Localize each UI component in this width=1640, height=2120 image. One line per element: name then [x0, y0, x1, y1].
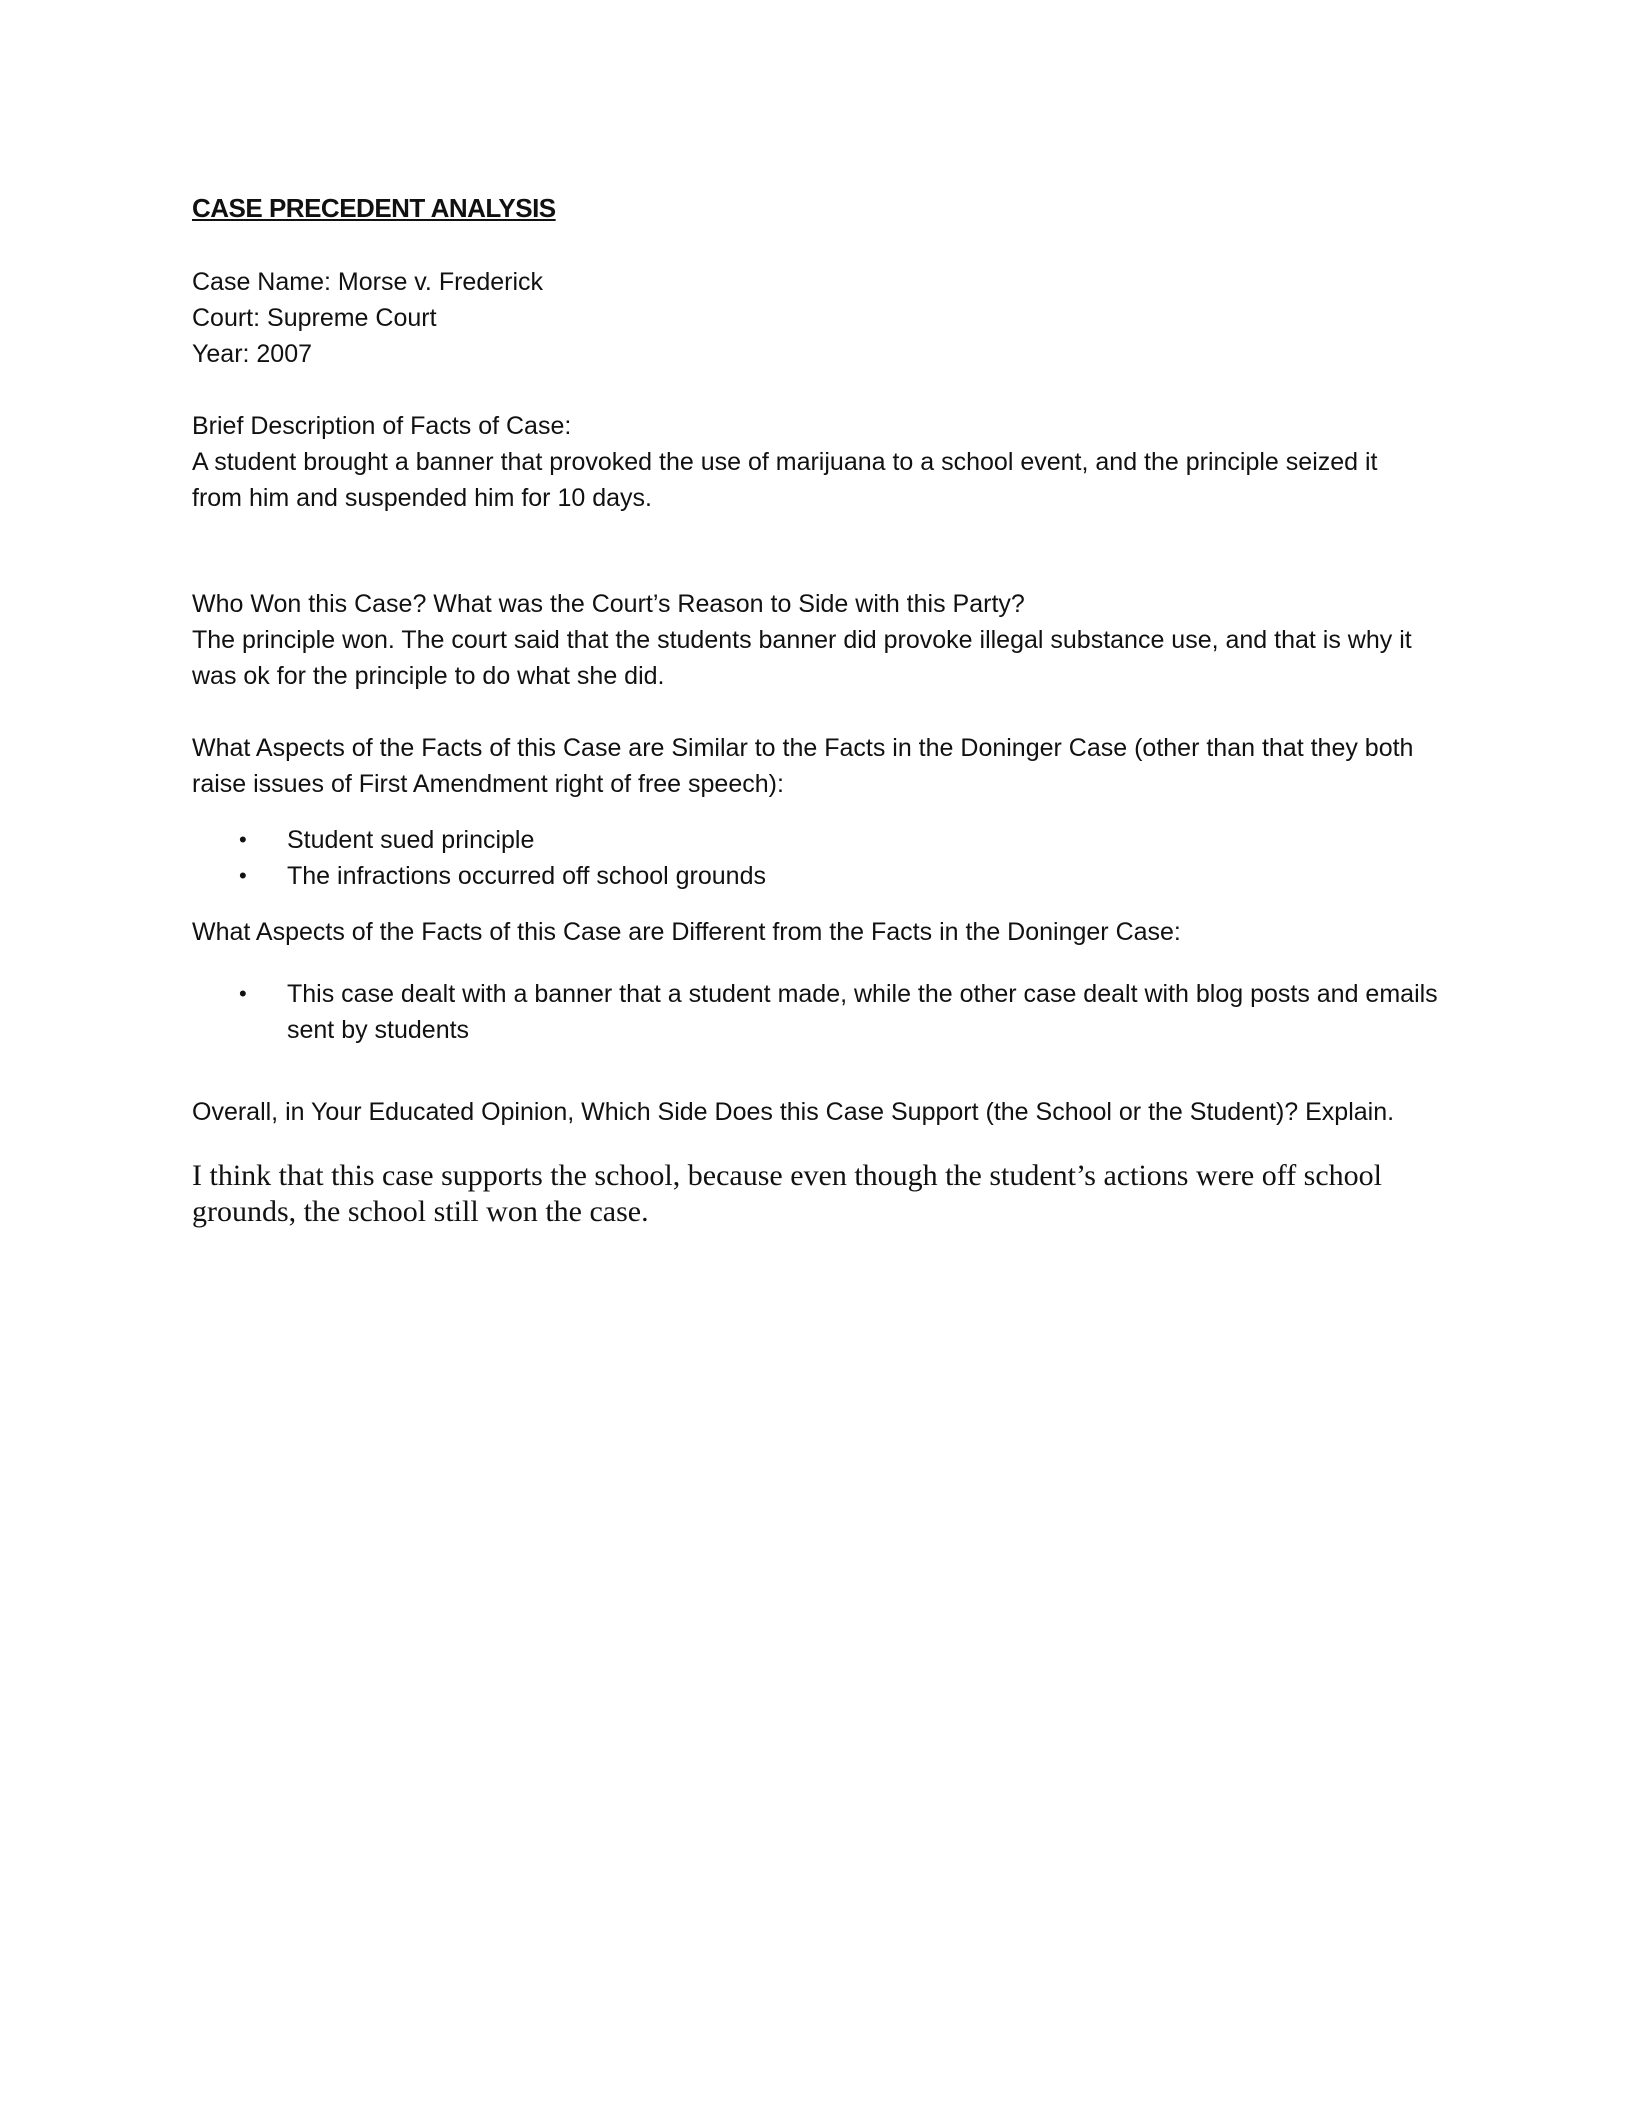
different-heading: What Aspects of the Facts of this Case are Different from the Facts in the Doninger Case:	[192, 918, 1181, 946]
who-won-text: The principle won. The court said that the students banner did provoke illegal substance use, and that is why it was ok for the principle to do what she did.	[192, 626, 1412, 690]
similar-heading: What Aspects of the Facts of this Case are Similar to the Facts in the Doninger Case (other than that they both raise issues of First Amendment right of free speech):	[192, 734, 1414, 798]
case-name: Case Name: Morse v. Frederick	[192, 268, 544, 296]
similar-list	[192, 822, 1462, 894]
list-item	[239, 858, 1462, 894]
document-title: CASE PRECEDENT ANALYSIS	[192, 193, 556, 223]
list-item-text: This case dealt with a banner that a student made, while the other case dealt with blog posts and emails sent by students	[287, 980, 1438, 1044]
who-won-heading: Who Won this Case? What was the Court’s Reason to Side with this Party?	[192, 590, 1025, 618]
different-list	[192, 976, 1462, 1048]
bullet-icon: •	[239, 863, 247, 888]
list-item	[239, 822, 1462, 858]
year: Year: 2007	[192, 340, 313, 368]
list-item-text: Student sued principle	[287, 826, 535, 854]
bullet-icon: •	[239, 827, 247, 852]
list-item-text: The infractions occurred off school grounds	[287, 862, 766, 890]
opinion-heading: Overall, in Your Educated Opinion, Which Side Does this Case Support (the School or the Student)? Explain.	[192, 1098, 1395, 1126]
list-item	[239, 976, 1462, 1048]
court: Court: Supreme Court	[192, 304, 437, 332]
facts-heading: Brief Description of Facts of Case:	[192, 412, 572, 440]
facts-text: A student brought a banner that provoked the use of marijuana to a school event, and the principle seized it from him and suspended him for 10 days.	[192, 448, 1378, 512]
bullet-icon: •	[239, 981, 247, 1006]
opinion-text: I think that this case supports the school, because even though the student’s actions were off school grounds, the school still won the case.	[192, 1159, 1383, 1228]
document-page	[192, 190, 1462, 1230]
